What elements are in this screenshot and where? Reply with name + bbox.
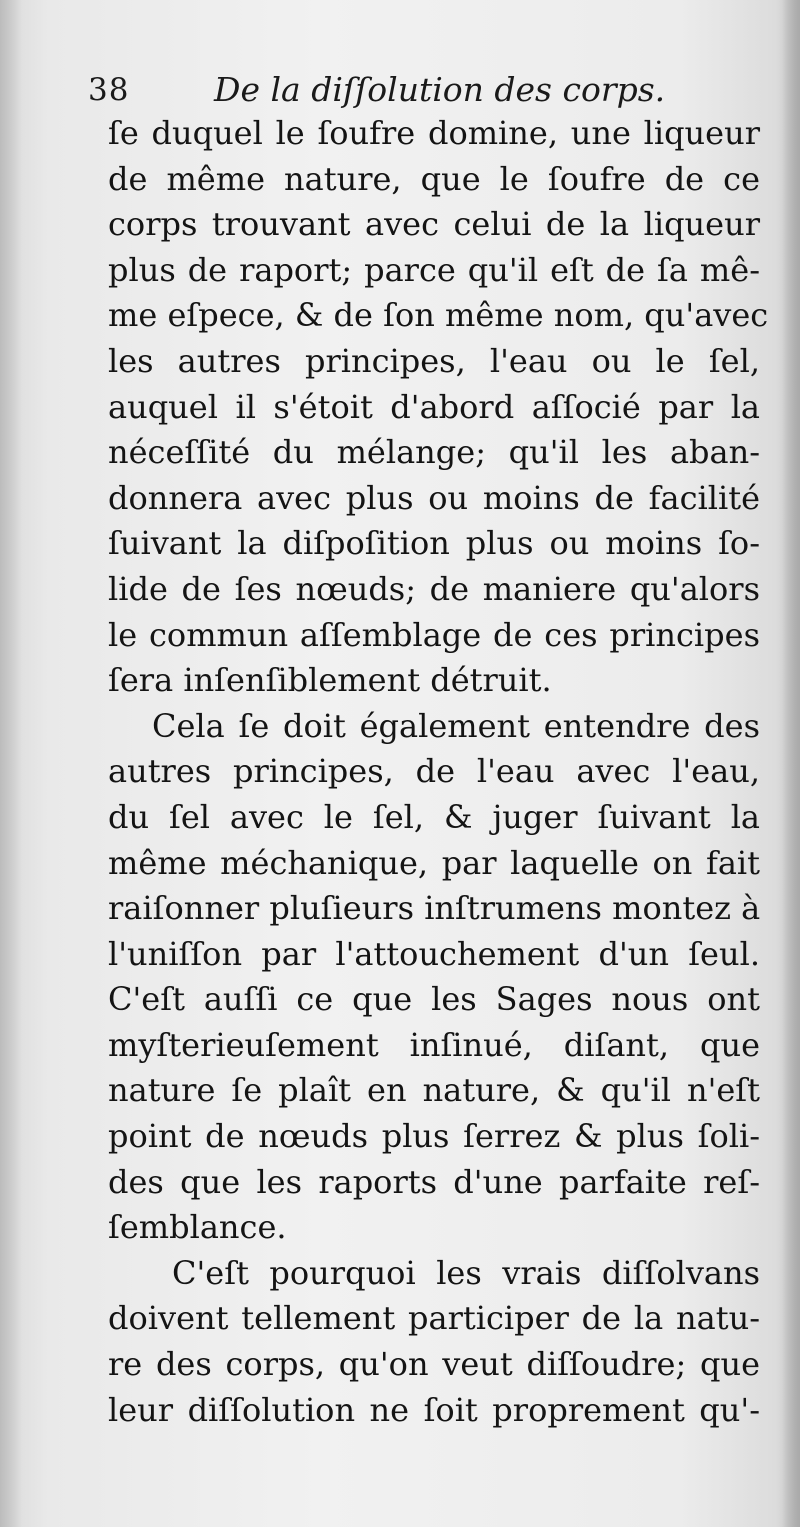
running-head: De la diſſolution des corps. xyxy=(214,70,666,109)
text-line: ſuivant la diſpoſition plus ou moins ſo- xyxy=(108,524,760,563)
text-line: corps trouvant avec celui de la liqueur xyxy=(108,205,760,244)
text-line: même méchanique, par laquelle on fait xyxy=(108,843,760,882)
text-line: des que les raports d'une parfaite reſ- xyxy=(108,1162,760,1201)
page-edge-shadow xyxy=(782,0,800,1527)
text-line: raiſonner pluſieurs inſtrumens montez à xyxy=(108,889,761,928)
text-line: ſe duquel le ſoufre domine, une liqueur xyxy=(108,114,760,152)
text-line: ſera inſenſiblement détruit. xyxy=(108,661,552,700)
text-line: de même nature, que le ſoufre de ce xyxy=(108,159,760,198)
text-line: l'uniſſon par l'attouchement d'un ſeul. xyxy=(108,934,760,973)
text-line: autres principes, de l'eau avec l'eau, xyxy=(108,752,760,791)
text-line: ſemblance. xyxy=(108,1208,287,1247)
paragraph-start-line: C'eſt pourquoi les vrais diſſolvans xyxy=(172,1253,760,1292)
body-text xyxy=(108,111,768,1433)
text-line: me eſpece, & de ſon même nom, qu'avec xyxy=(108,296,769,335)
text-line: myſterieuſement inſinué, diſant, que xyxy=(108,1025,760,1064)
paragraph-start-line: Cela ſe doit également entendre des xyxy=(152,706,760,745)
gutter-shadow xyxy=(0,0,22,1527)
text-line: re des corps, qu'on veut diſſoudre; que xyxy=(108,1345,760,1384)
text-line: néceſſité du mélange; qu'il les aban- xyxy=(108,433,760,472)
text-line: auquel il s'étoit d'abord aſſocié par la xyxy=(108,387,760,426)
page-header xyxy=(88,66,668,116)
page-number: 38 xyxy=(88,72,130,108)
text-line: point de nœuds plus ſerrez & plus ſoli- xyxy=(108,1117,760,1156)
text-line: lide de ſes nœuds; de maniere qu'alors xyxy=(108,569,760,608)
text-line: C'eſt auſſi ce que les Sages nous ont xyxy=(108,980,760,1019)
text-line: leur diſſolution ne ſoit proprement qu'- xyxy=(108,1390,760,1429)
text-line: plus de raport; parce qu'il eſt de ſa mê- xyxy=(108,250,760,289)
text-line: le commun aſſemblage de ces principes xyxy=(108,615,760,654)
text-line: nature ſe plaît en nature, & qu'il n'eſt xyxy=(108,1071,760,1110)
text-line: doivent tellement participer de la natu- xyxy=(108,1299,760,1338)
text-line: donnera avec plus ou moins de facilité xyxy=(108,478,760,517)
text-line: les autres principes, l'eau ou le ſel, xyxy=(108,341,760,380)
text-line: du ſel avec le ſel, & juger ſuivant la xyxy=(108,797,760,836)
